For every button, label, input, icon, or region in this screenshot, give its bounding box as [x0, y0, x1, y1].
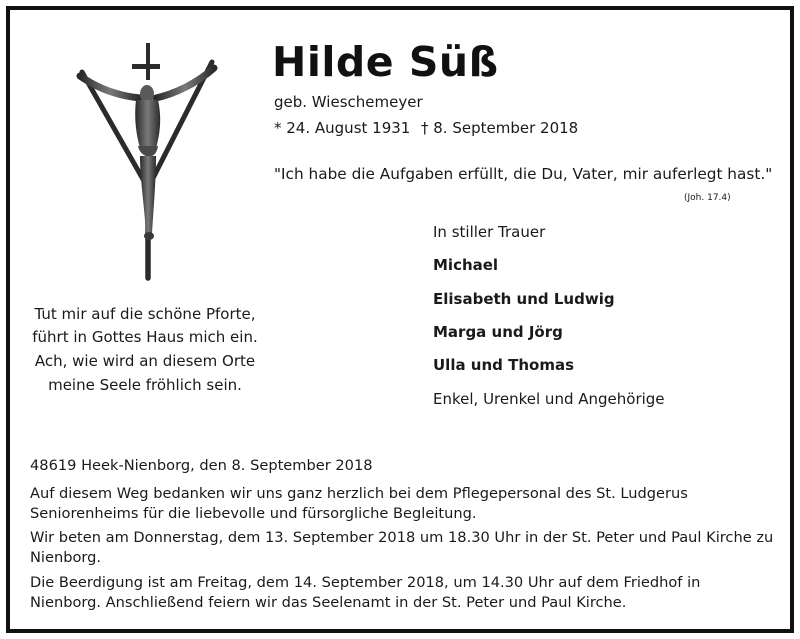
- deceased-name: Hilde Süß: [272, 38, 499, 86]
- funeral-paragraph: Die Beerdigung ist am Freitag, dem 14. September 2018, um 14.30 Uhr auf dem Friedhof in Nienborg. Anschließend feiern wir das Seelenamt in der St. Peter und Paul Kirche.: [30, 574, 701, 611]
- place-date: 48619 Heek-Nienborg, den 8. September 2018: [30, 457, 373, 474]
- verse-line: meine Seele fröhlich sein.: [48, 376, 242, 394]
- verse-line: Tut mir auf die schöne Pforte,: [34, 305, 256, 323]
- mourner-name: Michael: [433, 256, 499, 274]
- mourner-name: Ulla und Thomas: [433, 356, 575, 374]
- quote-source: (Joh. 17.4): [684, 193, 731, 203]
- thanks-paragraph: Auf diesem Weg bedanken wir uns ganz herzlich bei dem Pflegepersonal des St. Ludgerus Seniorenheims für die liebevolle und fürsorgliche Begleitung.: [30, 485, 688, 522]
- verse-line: führt in Gottes Haus mich ein.: [32, 328, 258, 346]
- mourning-intro: In stiller Trauer: [433, 223, 546, 241]
- crucifix-icon: [70, 38, 220, 283]
- mourner-name: Elisabeth und Ludwig: [433, 290, 615, 308]
- birth-name: geb. Wieschemeyer: [274, 93, 423, 111]
- other-mourners: Enkel, Urenkel und Angehörige: [433, 390, 665, 408]
- birth-date: * 24. August 1931: [274, 119, 411, 137]
- bible-quote: "Ich habe die Aufgaben erfüllt, die Du, Vater, mir auferlegt hast.": [274, 165, 773, 183]
- mourner-name: Marga und Jörg: [433, 323, 563, 341]
- death-date: † 8. September 2018: [421, 119, 579, 137]
- prayer-paragraph: Wir beten am Donnerstag, dem 13. September 2018 um 18.30 Uhr in der St. Peter und Paul Kirche zu Nienborg.: [30, 529, 774, 566]
- verse-line: Ach, wie wird an diesem Orte: [34, 352, 256, 370]
